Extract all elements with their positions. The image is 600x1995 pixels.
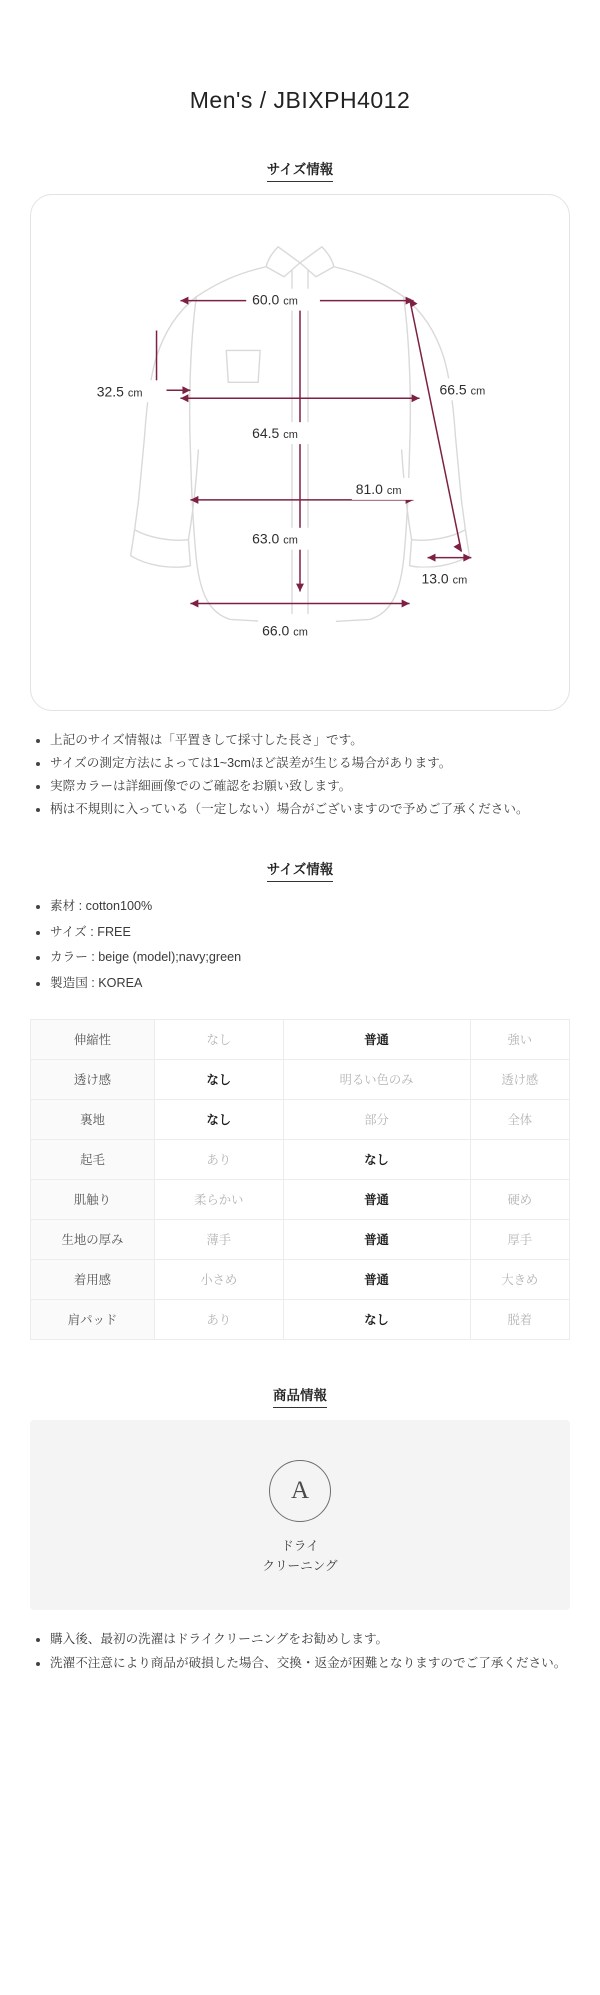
table-row: [31, 1259, 570, 1299]
spec-item: サイズ : FREE: [32, 920, 568, 946]
dry-clean-symbol-letter: A: [290, 1476, 310, 1504]
material-info-heading-label: サイズ情報: [267, 862, 333, 882]
care-notes-list: [30, 1628, 570, 1675]
care-note-item: 購入後、最初の洗濯はドライクリーニングをお勧めします。: [32, 1628, 568, 1651]
attr-option: あり: [154, 1299, 283, 1339]
table-row: [31, 1139, 570, 1179]
note-item: 実際カラーは詳細画像でのご確認をお願い致します。: [32, 775, 568, 798]
product-info-heading-label: 商品情報: [273, 1388, 327, 1408]
table-row: [31, 1019, 570, 1059]
spec-item: カラー : beige (model);navy;green: [32, 945, 568, 971]
label-sleeve-length: 66.5 cm: [439, 381, 486, 398]
attr-option: [470, 1139, 569, 1179]
care-label-line2: クリーニング: [262, 1559, 338, 1574]
attr-option: 小さめ: [154, 1259, 283, 1299]
attr-option: あり: [154, 1139, 283, 1179]
attr-option: なし: [283, 1139, 470, 1179]
attr-option: なし: [283, 1299, 470, 1339]
table-row: [31, 1059, 570, 1099]
product-info-heading: [30, 1384, 570, 1404]
spec-item: 素材 : cotton100%: [32, 894, 568, 920]
attr-option: 柔らかい: [154, 1179, 283, 1219]
table-row: [31, 1179, 570, 1219]
care-instruction-box: [30, 1420, 570, 1610]
attr-option: 硬め: [470, 1179, 569, 1219]
label-hem: 66.0 cm: [262, 622, 308, 639]
care-label: [30, 1536, 570, 1576]
attr-option: 脱着: [470, 1299, 569, 1339]
material-info-heading: [30, 858, 570, 878]
size-notes-list: [30, 729, 570, 822]
attribute-table: [30, 1019, 570, 1340]
attr-option: なし: [154, 1099, 283, 1139]
label-cuff: 13.0 cm: [421, 570, 468, 587]
label-chest: 64.5 cm: [252, 425, 298, 442]
size-info-heading-label: サイズ情報: [267, 162, 333, 182]
attr-label: 伸縮性: [31, 1019, 155, 1059]
dry-clean-icon: [269, 1460, 331, 1522]
label-sleeve-opening-upper: 32.5 cm: [96, 383, 143, 400]
attr-label: 透け感: [31, 1059, 155, 1099]
attr-option: 明るい色のみ: [283, 1059, 470, 1099]
shirt-measurement-svg: [31, 201, 569, 699]
attr-option: 普通: [283, 1179, 470, 1219]
care-label-line1: ドライ: [281, 1538, 319, 1553]
spec-item: 製造国 : KOREA: [32, 971, 568, 997]
attr-option: 強い: [470, 1019, 569, 1059]
attr-label: 起毛: [31, 1139, 155, 1179]
note-item: 上記のサイズ情報は「平置きして採寸した長さ」です。: [32, 729, 568, 752]
attr-option: 普通: [283, 1219, 470, 1259]
note-item: 柄は不規則に入っている（一定しない）場合がございますので予めご了承ください。: [32, 798, 568, 821]
size-info-heading: [30, 158, 570, 178]
label-shoulder: 60.0 cm: [252, 292, 298, 309]
attr-option: 全体: [470, 1099, 569, 1139]
attr-option: 普通: [283, 1019, 470, 1059]
note-item: サイズの測定方法によっては1~3cmほど誤差が生じる場合があります。: [32, 752, 568, 775]
attr-option: 薄手: [154, 1219, 283, 1259]
care-note-item: 洗濯不注意により商品が破損した場合、交換・返金が困難となりますのでご了承ください。: [32, 1652, 568, 1675]
attr-option: 部分: [283, 1099, 470, 1139]
measurement-lines: [157, 297, 472, 608]
attr-option: 厚手: [470, 1219, 569, 1259]
bottom-spacer: [30, 1675, 570, 1715]
size-diagram: [30, 194, 570, 710]
attr-option: 透け感: [470, 1059, 569, 1099]
label-total-length: 81.0 cm: [355, 481, 402, 498]
page-title: Men's / JBIXPH4012: [189, 87, 411, 114]
attr-option: 大きめ: [470, 1259, 569, 1299]
label-waist: 63.0 cm: [252, 531, 298, 548]
attr-option: なし: [154, 1059, 283, 1099]
attr-label: 着用感: [31, 1259, 155, 1299]
table-row: [31, 1219, 570, 1259]
attr-label: 生地の厚み: [31, 1219, 155, 1259]
product-detail-page: [0, 15, 600, 1714]
attr-label: 肩パッド: [31, 1299, 155, 1339]
table-row: [31, 1099, 570, 1139]
attr-option: 普通: [283, 1259, 470, 1299]
attr-label: 裏地: [31, 1099, 155, 1139]
spec-list: [30, 894, 570, 997]
attr-label: 肌触り: [31, 1179, 155, 1219]
attr-option: なし: [154, 1019, 283, 1059]
table-row: [31, 1299, 570, 1339]
